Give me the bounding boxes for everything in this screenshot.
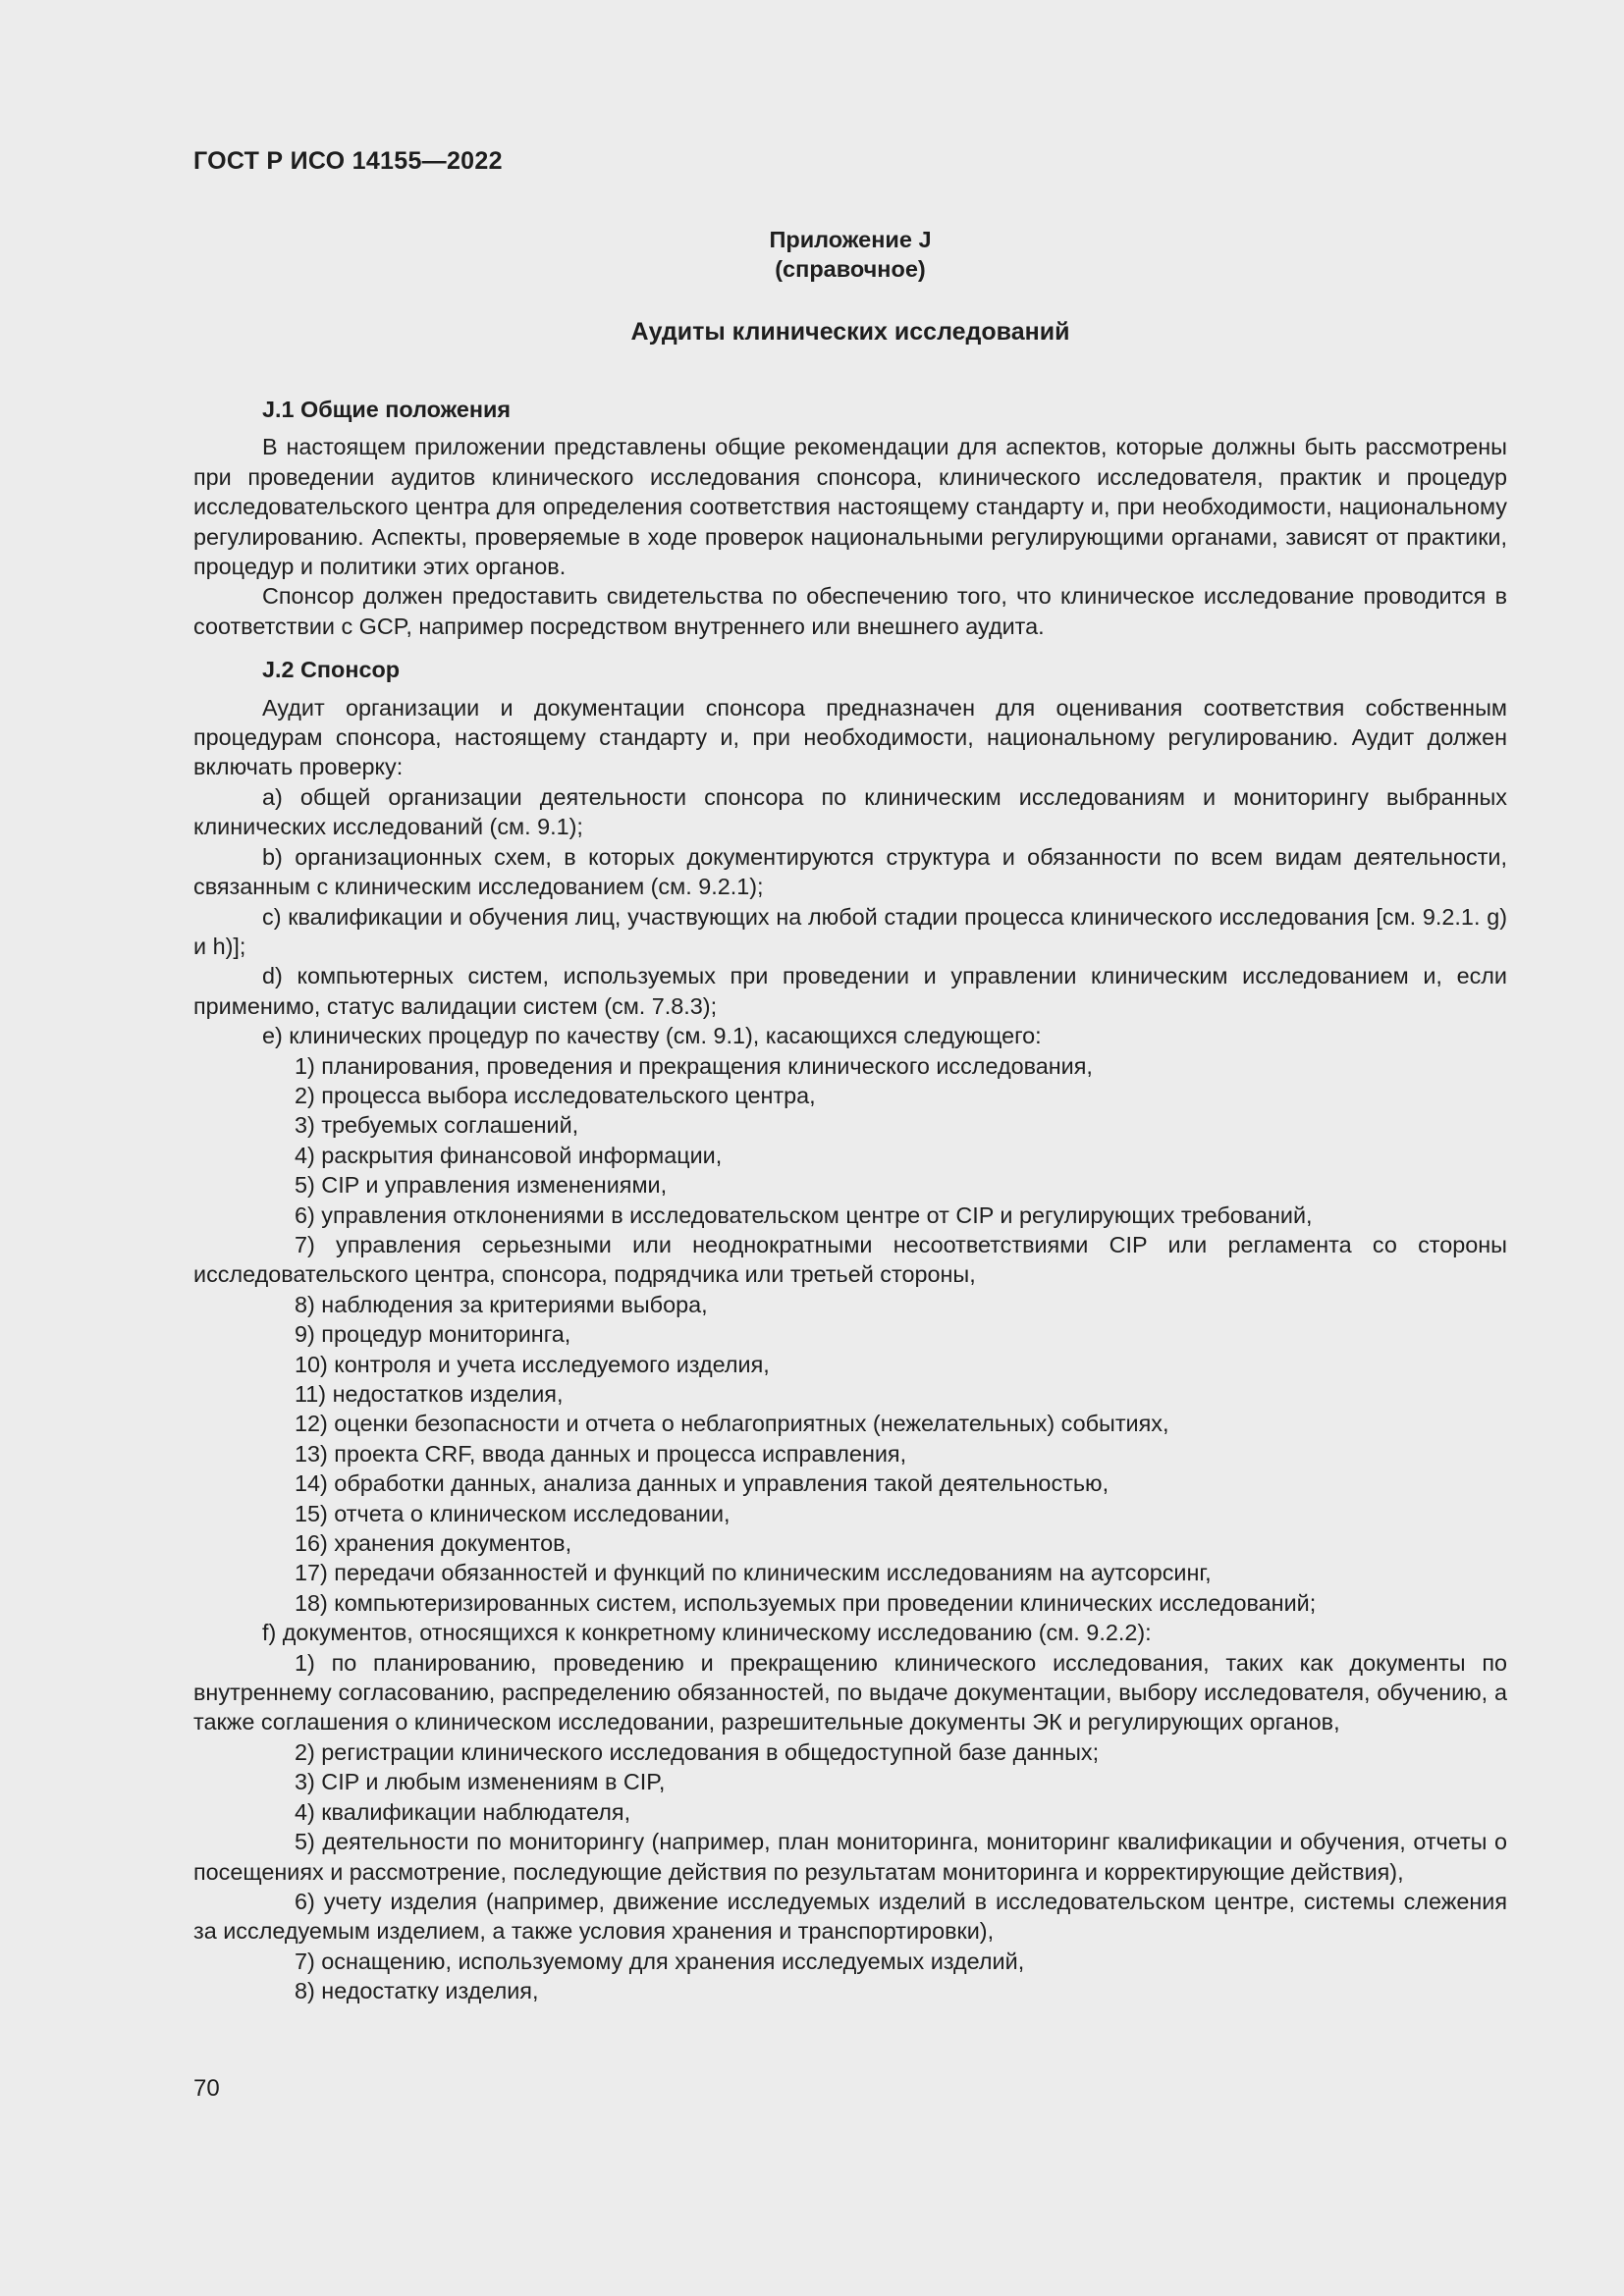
sub-list-item: 4) квалификации наблюдателя, bbox=[295, 1798, 631, 1825]
list-item-a: a) общей организации деятельности спонсора по клиническим исследованиям и мониторингу выбранных клинических исследований (см. 9.1); bbox=[193, 783, 1507, 840]
sub-list-item: 9) процедур мониторинга, bbox=[295, 1321, 571, 1348]
list-item-f: f) документов, относящихся к конкретному клиническому исследованию (см. 9.2.2): bbox=[262, 1620, 1152, 1646]
sub-list-item: 12) оценки безопасности и отчета о неблагоприятных (нежелательных) событиях, bbox=[295, 1411, 1169, 1437]
paragraph: Аудит организации и документации спонсора предназначен для оценивания соответствия собственным процедурам спонсора, настоящему стандарту и, при необходимости, национальному регулированию. Аудит должен включать проверку: bbox=[193, 694, 1507, 780]
sub-list-item: 5) деятельности по мониторингу (например, план мониторинга, мониторинг квалификации и обучения, отчеты о посещениях и рассмотрение, последующие действия по результатам мониторинга и корректирующие действия), bbox=[193, 1829, 1507, 1885]
document-body bbox=[193, 395, 1507, 2006]
sub-list-item: 2) процесса выбора исследовательского центра, bbox=[295, 1082, 816, 1108]
section-heading-j1: J.1 Общие положения bbox=[262, 397, 512, 422]
sub-list-item: 3) CIP и любым изменениям в CIP, bbox=[295, 1769, 666, 1795]
paragraph: Спонсор должен предоставить свидетельства по обеспечению того, что клиническое исследование проводится в соответствии с GCP, например посредством внутреннего или внешнего аудита. bbox=[193, 583, 1507, 639]
paragraph: В настоящем приложении представлены общие рекомендации для аспектов, которые должны быть рассмотрены при проведении аудитов клинического исследования спонсора, клинического исследователя, практик и процедур исследовательского центра для определения соответствия настоящему стандарту и, при необходимости, национальному регулированию. Аспекты, проверяемые в ходе проверок национальными регулирующими органами, зависят от практики, процедур и политики этих органов. bbox=[193, 434, 1507, 580]
annex-title: Аудиты клинических исследований bbox=[630, 318, 1070, 346]
sub-list-item: 11) недостатков изделия, bbox=[295, 1381, 564, 1407]
page-number: 70 bbox=[193, 2075, 220, 2102]
sub-list-item: 6) учету изделия (например, движение исследуемых изделий в исследовательском центре, системы слежения за исследуемым изделием, а также условия хранения и транспортировки), bbox=[193, 1888, 1507, 1945]
sub-list-item: 4) раскрытия финансовой информации, bbox=[295, 1142, 723, 1168]
sub-list-item: 8) недостатку изделия, bbox=[295, 1978, 539, 2004]
sub-list-item: 7) оснащению, используемому для хранения исследуемых изделий, bbox=[295, 1948, 1025, 1974]
section-heading-j2: J.2 Спонсор bbox=[262, 657, 401, 683]
sub-list-item: 3) требуемых соглашений, bbox=[295, 1112, 579, 1139]
sub-list-item: 7) управления серьезными или неоднократными несоответствиями CIP или регламента со стороны исследовательского центра, спонсора, подрядчика или третьей стороны, bbox=[193, 1231, 1507, 1288]
sub-list-item: 8) наблюдения за критериями выбора, bbox=[295, 1291, 708, 1317]
sub-list-item: 13) проекта CRF, ввода данных и процесса исправления, bbox=[295, 1440, 907, 1467]
annex-label: Приложение J bbox=[769, 227, 932, 252]
sub-list-item: 15) отчета о клиническом исследовании, bbox=[295, 1500, 731, 1526]
standard-header: ГОСТ Р ИСО 14155—2022 bbox=[193, 147, 503, 175]
list-item-c: c) квалификации и обучения лиц, участвующих на любой стадии процесса клинического исследования [см. 9.2.1. g) и h)]; bbox=[193, 903, 1507, 959]
list-item-e: e) клинических процедур по качеству (см. 9.1), касающихся следующего: bbox=[262, 1023, 1042, 1049]
sub-list-item: 10) контроля и учета исследуемого изделия, bbox=[295, 1351, 770, 1377]
sub-list-item: 18) компьютеризированных систем, используемых при проведении клинических исследований; bbox=[295, 1589, 1317, 1616]
sub-list-item: 6) управления отклонениями в исследовательском центре от CIP и регулирующих требований, bbox=[295, 1201, 1313, 1228]
annex-heading bbox=[193, 225, 1507, 284]
sub-list-item: 5) CIP и управления изменениями, bbox=[295, 1172, 668, 1199]
sub-list-item: 16) хранения документов, bbox=[295, 1530, 572, 1557]
sub-list-item: 17) передачи обязанностей и функций по клиническим исследованиям на аутсорсинг, bbox=[295, 1560, 1212, 1586]
sub-list-item: 1) по планированию, проведению и прекращению клинического исследования, таких как документы по внутреннему согласованию, распределению обязанностей, по выдаче документации, выбору исследователя, обучению, а также соглашения о клиническом исследовании, разрешительные документы ЭК и регулирующих органов, bbox=[193, 1649, 1507, 1735]
sub-list-item: 1) планирования, проведения и прекращения клинического исследования, bbox=[295, 1052, 1093, 1079]
sub-list-item: 14) обработки данных, анализа данных и управления такой деятельностью, bbox=[295, 1470, 1110, 1497]
annex-type: (справочное) bbox=[775, 256, 926, 282]
list-item-b: b) организационных схем, в которых документируются структура и обязанности по всем видам деятельности, связанным с клиническим исследованием (см. 9.2.1); bbox=[193, 843, 1507, 900]
sub-list-item: 2) регистрации клинического исследования в общедоступной базе данных; bbox=[295, 1738, 1100, 1765]
list-item-d: d) компьютерных систем, используемых при проведении и управлении клиническим исследованием и, если применимо, статус валидации систем (см. 7.8.3); bbox=[193, 963, 1507, 1019]
